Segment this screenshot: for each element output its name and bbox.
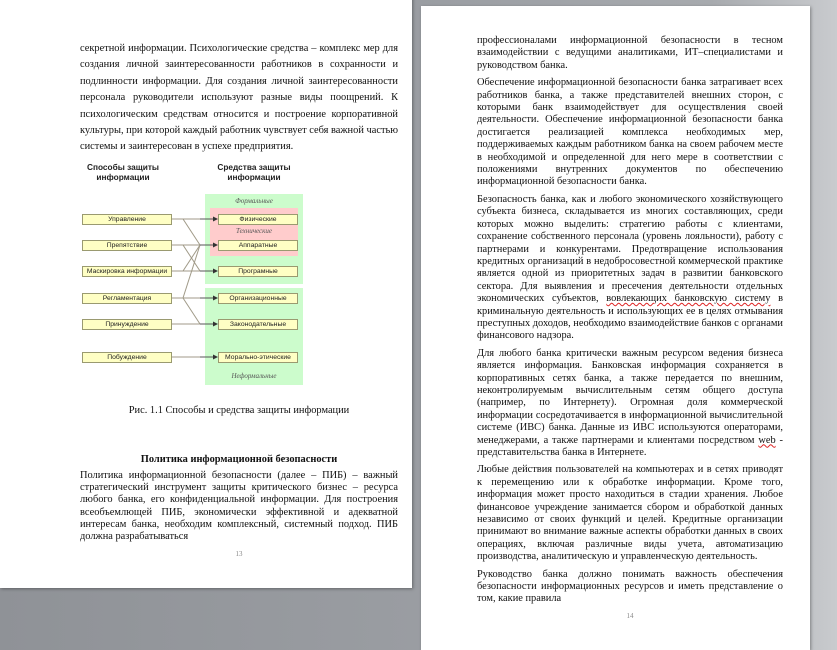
paragraph: профессионалами информационной безопасности в тесном взаимодействии с ведущими аналитиками, ИТ–специалистами и руководством банка. (477, 35, 783, 71)
methods-heading: Способы защиты информации (86, 161, 160, 182)
means-box: Физические (218, 214, 298, 225)
page-number: 13 (235, 549, 243, 558)
method-box: Маскировка информации (82, 266, 172, 277)
page-number: 14 (626, 611, 634, 620)
protection-diagram (78, 162, 308, 398)
paragraph: Политика информационной безопасности (далее – ПИБ) – важный стратегический инструмент защиты критического бизнес – ресурса любого банка, его конфиденциальной информации. Для построения всеобъемлющей ПИБ, экономически эффективной и адекватной интересам банка, необходим комплексный, системный подход. ПИБ должна разрабатываться (80, 469, 398, 543)
page-13 (0, 0, 412, 588)
means-box: Аппаратные (218, 240, 298, 251)
paragraph: секретной информации. Психологические средства – комплекс мер для создания личной заинтересованности работников в сохранности и подлинности информации. Для создания личной заинтересованности персонала руководители используют разные виды поощрений. К психологическим средствам относится и построение корпоративной культуры, при которой каждый работник чувствует себя важной частью системы и заинтересован в успехе предприятия. (80, 43, 398, 153)
informal-label: Неформальные (231, 371, 277, 380)
means-box: Програмные (218, 266, 298, 277)
paragraph: Руководство банка должно понимать важность обеспечения безопасности информационных ресурсов и иметь представление о том, какие правила (477, 568, 783, 605)
technical-label: Технические (235, 226, 273, 235)
paragraph: Любые действия пользователей на компьютерах и в сетях приводят к перемещению или к обработке информации. Кроме того, информация может просто находиться в стадии хранения. Любое финансовое учреждение занимается сбором и обработкой данных независимо от своих функций и целей. Кредитные организации принимают во внимание важные аспекты обработки данных в своих операциях, включая различные виды учета, автоматизацию производства, аналитическую и управленческую деятельность. (477, 464, 783, 563)
paragraph (477, 194, 783, 343)
text: в криминальную деятельность и использующих ее в целях отмывания преступных доходов, необходимо взаимодействие банков с органами финансового надзора. (477, 293, 784, 342)
formal-label: Формальные (235, 196, 273, 205)
misspelled-text[interactable]: вовлекающих банковскую систему (606, 293, 771, 305)
method-box: Регламентация (82, 293, 172, 304)
text: Для любого банка критически важным ресурсом ведения бизнеса является информация. Банковская информация сохраняется в корпоративных сетях банка, а также передается по внешним, неконтролируемым вычислительным сетям общего доступа (например, по Интернету). Огромная доля коммерческой информации сосредотачивается в информационной вычислительной системе (ИВС) банка. Данные из ИВС используются операторами, менеджерами, а также партнерами и клиентами посредством (477, 347, 783, 446)
paragraph (477, 348, 783, 460)
method-box: Побуждение (82, 352, 172, 363)
means-heading: Средства защиты информации (217, 161, 291, 182)
misspelled-text[interactable]: web (758, 434, 776, 446)
means-box: Организационные (218, 293, 298, 304)
means-box: Морально-этические (218, 352, 298, 363)
figure-caption: Рис. 1.1 Способы и средства защиты информации (128, 404, 350, 416)
paragraph: Обеспечение информационной безопасности банка затрагивает всех работников банка, а также представителей внешних сторон, с которыми банк взаимодействует для осуществления своей деятельности. Обеспечение информационной безопасности банка достигается реализацией комплекса необходимых мер, поддерживаемых каждым работником банка на своем рабочем месте в необходимой и определенной для него мере в соответствии с положениями внутренних документов по обеспечению информационной безопасности банка. (477, 77, 783, 188)
section-heading: Политика информационной безопасности (140, 453, 338, 465)
method-box: Принуждение (82, 319, 172, 330)
page-14 (421, 6, 810, 650)
text: Безопасность банка, как и любого экономического хозяйствующего субъекта бизнеса, складывается из многих составляющих, среди которых можно выделить: стратегию работы с клиентами, сохранение собственного персонала (уровень лояльности), работу с партнерами и конкурентами. Предотвращение использования кредитных организаций в недобросовестной коммерческой практике является одной из приоритетных задач в развитии банковского сектора. Для выявления и пресечения деятельности отдельных экономических субъектов, (477, 193, 783, 305)
method-box: Управление (82, 214, 172, 225)
text: - представительства банка в Интернете. (477, 434, 783, 458)
means-box: Законодательные (218, 319, 298, 330)
method-box: Препятствие (82, 240, 172, 251)
